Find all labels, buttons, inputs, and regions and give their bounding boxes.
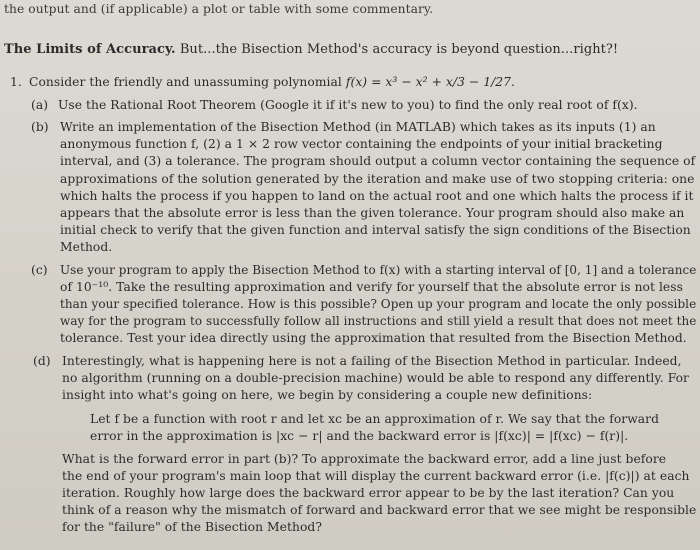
definition-line: error in the approximation is |xc − r| and the backward error is |f(xc)| = |f(xc) − f(r)|. bbox=[90, 429, 629, 443]
part-b-line: interval, and (3) a tolerance. The program should output a column vector containing the sequence of bbox=[60, 154, 696, 168]
part-c-line: than your specified tolerance. How is this possible? Open up your program and locate the only possible bbox=[60, 297, 697, 311]
section-heading bbox=[4, 42, 618, 57]
heading-bold: The Limits of Accuracy. bbox=[4, 42, 176, 57]
part-a-text: Use the Rational Root Theorem (Google it if it's new to you) to find the only real root of f(x). bbox=[58, 98, 638, 112]
part-d-tail-line: the end of your program's main loop that will display the current backward error (i.e. |f(c)|) at each bbox=[62, 469, 690, 483]
part-b-line: appears that the absolute error is less than the given tolerance. Your program should also make an bbox=[60, 206, 685, 220]
part-b-line: approximations of the solution generated by the iteration and make use of two stopping criteria: one bbox=[60, 172, 695, 186]
definition-line: Let f be a function with root r and let xc be an approximation of r. We say that the forward bbox=[90, 412, 660, 426]
problem-intro-text: Consider the friendly and unassuming polynomial bbox=[29, 75, 342, 89]
part-b-line: anonymous function f, (2) a 1 × 2 row vector containing the endpoints of your initial bracketing bbox=[60, 137, 663, 151]
part-b-line: Method. bbox=[60, 240, 113, 254]
part-b-label: (b) bbox=[31, 120, 49, 134]
part-d-label: (d) bbox=[33, 354, 51, 368]
part-a-label: (a) bbox=[31, 98, 49, 112]
problem-intro bbox=[29, 75, 515, 89]
part-c-label: (c) bbox=[31, 263, 48, 277]
part-b-line: which halts the process if you happen to land on the actual root and one which halts the process if it bbox=[60, 189, 694, 203]
part-d-tail-line: for the "failure" of the Bisection Method? bbox=[62, 520, 322, 534]
part-d-tail-line: think of a reason why the mismatch of forward and backward error that we see might be responsible bbox=[62, 503, 697, 517]
part-c-line: Use your program to apply the Bisection Method to f(x) with a starting interval of [0, 1] and a tolerance bbox=[60, 263, 697, 277]
part-b-line: Write an implementation of the Bisection Method (in MATLAB) which takes as its inputs (1) an bbox=[60, 120, 656, 134]
part-b-line: initial check to verify that the given function and interval satisfy the sign conditions of the Bisection bbox=[60, 223, 691, 237]
part-d-line: insight into what's going on here, we begin by considering a couple new definitions: bbox=[62, 388, 593, 402]
part-c-line: tolerance. Test your idea directly using the approximation that resulted from the Bisection Method. bbox=[60, 331, 687, 345]
part-d-line: no algorithm (running on a double-precision machine) would be able to respond any differently. For bbox=[62, 371, 689, 385]
problem-number: 1. bbox=[10, 75, 22, 89]
part-c-line: of 10⁻¹⁰. Take the resulting approximation and verify for yourself that the absolute error is not less bbox=[60, 280, 683, 294]
part-d-tail-line: What is the forward error in part (b)? To approximate the backward error, add a line just before bbox=[62, 452, 667, 466]
part-c-line: way for the program to successfully follow all instructions and still yield a result that does not meet the bbox=[60, 314, 697, 328]
part-d-tail-line: iteration. Roughly how large does the backward error appear to be by the last iteration? Can you bbox=[62, 486, 675, 500]
top-fragment: the output and (if applicable) a plot or table with some commentary. bbox=[4, 2, 434, 16]
polynomial: f(x) = x³ − x² + x/3 − 1/27. bbox=[345, 75, 515, 89]
part-d-line: Interestingly, what is happening here is not a failing of the Bisection Method in particular. Indeed, bbox=[62, 354, 682, 368]
heading-rest: But...the Bisection Method's accuracy is beyond question...right?! bbox=[175, 42, 619, 57]
